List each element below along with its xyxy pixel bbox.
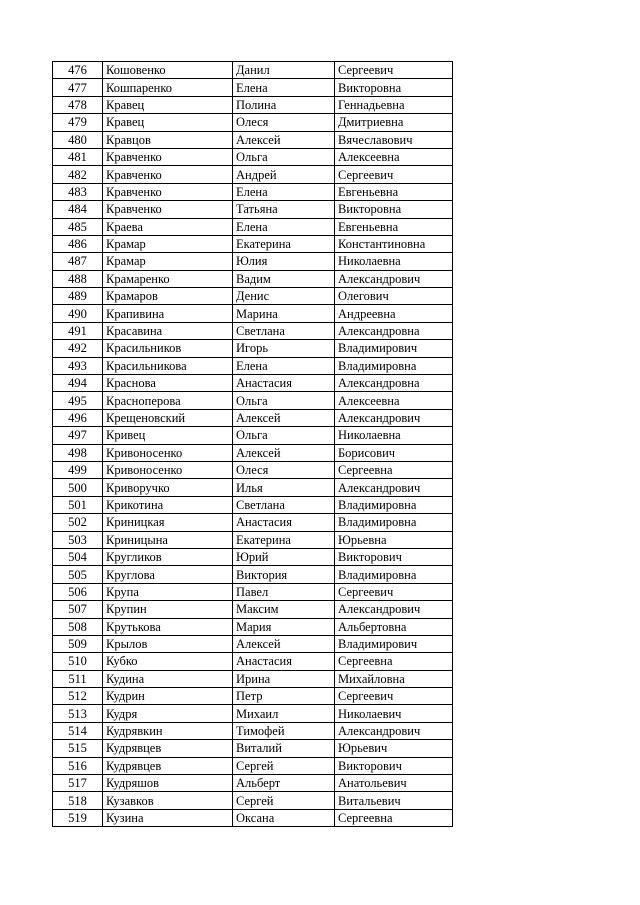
- first-name-cell: Олеся: [233, 461, 335, 478]
- row-number: 519: [53, 809, 103, 826]
- surname-cell: Кудрявцев: [103, 757, 233, 774]
- table-row: [53, 479, 453, 496]
- row-number: 477: [53, 79, 103, 96]
- first-name-cell: Марина: [233, 305, 335, 322]
- patronymic-cell: Александрович: [335, 409, 453, 426]
- table-row: [53, 792, 453, 809]
- row-number: 490: [53, 305, 103, 322]
- first-name-cell: Татьяна: [233, 201, 335, 218]
- first-name-cell: Юлия: [233, 253, 335, 270]
- patronymic-cell: Николаевич: [335, 705, 453, 722]
- patronymic-cell: Витальевич: [335, 792, 453, 809]
- row-number: 493: [53, 357, 103, 374]
- table-row: [53, 670, 453, 687]
- patronymic-cell: Михайловна: [335, 670, 453, 687]
- surname-cell: Кудря: [103, 705, 233, 722]
- row-number: 512: [53, 688, 103, 705]
- table-row: [53, 601, 453, 618]
- first-name-cell: Альберт: [233, 775, 335, 792]
- patronymic-cell: Сергеевич: [335, 62, 453, 79]
- first-name-cell: Анастасия: [233, 514, 335, 531]
- table-row: [53, 514, 453, 531]
- row-number: 485: [53, 218, 103, 235]
- surname-cell: Кравцов: [103, 131, 233, 148]
- first-name-cell: Екатерина: [233, 235, 335, 252]
- first-name-cell: Игорь: [233, 340, 335, 357]
- first-name-cell: Илья: [233, 479, 335, 496]
- surname-cell: Крылов: [103, 635, 233, 652]
- row-number: 491: [53, 322, 103, 339]
- table-row: [53, 305, 453, 322]
- patronymic-cell: Геннадьевна: [335, 96, 453, 113]
- patronymic-cell: Сергеевич: [335, 583, 453, 600]
- surname-cell: Кудина: [103, 670, 233, 687]
- surname-cell: Кошпаренко: [103, 79, 233, 96]
- patronymic-cell: Дмитриевна: [335, 114, 453, 131]
- surname-cell: Кравченко: [103, 183, 233, 200]
- table-row: [53, 496, 453, 513]
- first-name-cell: Алексей: [233, 409, 335, 426]
- row-number: 476: [53, 62, 103, 79]
- row-number: 494: [53, 375, 103, 392]
- patronymic-cell: Викторович: [335, 548, 453, 565]
- table-row: [53, 740, 453, 757]
- first-name-cell: Анастасия: [233, 375, 335, 392]
- surname-cell: Криницкая: [103, 514, 233, 531]
- surname-cell: Кривоносенко: [103, 461, 233, 478]
- table-row: [53, 409, 453, 426]
- first-name-cell: Денис: [233, 288, 335, 305]
- first-name-cell: Елена: [233, 357, 335, 374]
- row-number: 479: [53, 114, 103, 131]
- table-row: [53, 427, 453, 444]
- surname-cell: Крупа: [103, 583, 233, 600]
- surname-cell: Криворучко: [103, 479, 233, 496]
- surname-cell: Кравченко: [103, 148, 233, 165]
- patronymic-cell: Викторовна: [335, 79, 453, 96]
- table-row: [53, 62, 453, 79]
- patronymic-cell: Владимировна: [335, 514, 453, 531]
- table-row: [53, 566, 453, 583]
- table-row: [53, 392, 453, 409]
- row-number: 480: [53, 131, 103, 148]
- first-name-cell: Максим: [233, 601, 335, 618]
- table-row: [53, 688, 453, 705]
- first-name-cell: Юрий: [233, 548, 335, 565]
- patronymic-cell: Сергеевич: [335, 166, 453, 183]
- table-row: [53, 722, 453, 739]
- surname-cell: Крутькова: [103, 618, 233, 635]
- row-number: 499: [53, 461, 103, 478]
- first-name-cell: Виктория: [233, 566, 335, 583]
- table-row: [53, 288, 453, 305]
- row-number: 504: [53, 548, 103, 565]
- table-row: [53, 618, 453, 635]
- patronymic-cell: Алексеевна: [335, 148, 453, 165]
- patronymic-cell: Евгеньевна: [335, 183, 453, 200]
- surname-cell: Кравченко: [103, 201, 233, 218]
- patronymic-cell: Владимировна: [335, 496, 453, 513]
- table-row: [53, 809, 453, 826]
- first-name-cell: Светлана: [233, 496, 335, 513]
- row-number: 489: [53, 288, 103, 305]
- table-row: [53, 357, 453, 374]
- table-row: [53, 583, 453, 600]
- patronymic-cell: Александрович: [335, 270, 453, 287]
- row-number: 510: [53, 653, 103, 670]
- first-name-cell: Михаил: [233, 705, 335, 722]
- patronymic-cell: Борисович: [335, 444, 453, 461]
- surname-cell: Кравченко: [103, 166, 233, 183]
- row-number: 514: [53, 722, 103, 739]
- patronymic-cell: Сергеевич: [335, 688, 453, 705]
- table-row: [53, 461, 453, 478]
- surname-cell: Крещеновский: [103, 409, 233, 426]
- patronymic-cell: Андреевна: [335, 305, 453, 322]
- first-name-cell: Елена: [233, 218, 335, 235]
- first-name-cell: Виталий: [233, 740, 335, 757]
- row-number: 481: [53, 148, 103, 165]
- patronymic-cell: Анатольевич: [335, 775, 453, 792]
- patronymic-cell: Константиновна: [335, 235, 453, 252]
- table-row: [53, 531, 453, 548]
- table-row: [53, 548, 453, 565]
- surname-cell: Красноперова: [103, 392, 233, 409]
- row-number: 484: [53, 201, 103, 218]
- row-number: 497: [53, 427, 103, 444]
- row-number: 503: [53, 531, 103, 548]
- first-name-cell: Сергей: [233, 757, 335, 774]
- surname-cell: Крупин: [103, 601, 233, 618]
- surname-cell: Кругликов: [103, 548, 233, 565]
- first-name-cell: Светлана: [233, 322, 335, 339]
- patronymic-cell: Николаевна: [335, 253, 453, 270]
- name-roster-table: [52, 61, 453, 827]
- row-number: 516: [53, 757, 103, 774]
- table-row: [53, 705, 453, 722]
- row-number: 500: [53, 479, 103, 496]
- surname-cell: Краева: [103, 218, 233, 235]
- row-number: 495: [53, 392, 103, 409]
- table-row: [53, 96, 453, 113]
- patronymic-cell: Владимировна: [335, 357, 453, 374]
- row-number: 513: [53, 705, 103, 722]
- first-name-cell: Ольга: [233, 148, 335, 165]
- surname-cell: Крамар: [103, 253, 233, 270]
- row-number: 487: [53, 253, 103, 270]
- surname-cell: Крамаренко: [103, 270, 233, 287]
- row-number: 515: [53, 740, 103, 757]
- row-number: 482: [53, 166, 103, 183]
- surname-cell: Красильников: [103, 340, 233, 357]
- surname-cell: Кудрявцев: [103, 740, 233, 757]
- table-row: [53, 218, 453, 235]
- table-row: [53, 635, 453, 652]
- patronymic-cell: Сергеевна: [335, 653, 453, 670]
- surname-cell: Кубко: [103, 653, 233, 670]
- patronymic-cell: Александрович: [335, 601, 453, 618]
- roster-body: [53, 62, 453, 827]
- surname-cell: Кравец: [103, 96, 233, 113]
- surname-cell: Криницына: [103, 531, 233, 548]
- first-name-cell: Полина: [233, 96, 335, 113]
- surname-cell: Кривец: [103, 427, 233, 444]
- surname-cell: Крапивина: [103, 305, 233, 322]
- table-row: [53, 201, 453, 218]
- first-name-cell: Алексей: [233, 131, 335, 148]
- table-row: [53, 375, 453, 392]
- patronymic-cell: Юрьевна: [335, 531, 453, 548]
- first-name-cell: Тимофей: [233, 722, 335, 739]
- surname-cell: Красавина: [103, 322, 233, 339]
- patronymic-cell: Владимировна: [335, 566, 453, 583]
- table-row: [53, 183, 453, 200]
- table-row: [53, 322, 453, 339]
- surname-cell: Кузавков: [103, 792, 233, 809]
- row-number: 517: [53, 775, 103, 792]
- surname-cell: Кошовенко: [103, 62, 233, 79]
- patronymic-cell: Александрович: [335, 722, 453, 739]
- surname-cell: Кравец: [103, 114, 233, 131]
- surname-cell: Крамар: [103, 235, 233, 252]
- patronymic-cell: Александровна: [335, 322, 453, 339]
- patronymic-cell: Викторовна: [335, 201, 453, 218]
- patronymic-cell: Алексеевна: [335, 392, 453, 409]
- first-name-cell: Анастасия: [233, 653, 335, 670]
- patronymic-cell: Олегович: [335, 288, 453, 305]
- table-row: [53, 166, 453, 183]
- surname-cell: Кудрявкин: [103, 722, 233, 739]
- first-name-cell: Сергей: [233, 792, 335, 809]
- patronymic-cell: Александровна: [335, 375, 453, 392]
- row-number: 518: [53, 792, 103, 809]
- row-number: 492: [53, 340, 103, 357]
- first-name-cell: Екатерина: [233, 531, 335, 548]
- patronymic-cell: Альбертовна: [335, 618, 453, 635]
- surname-cell: Кудрин: [103, 688, 233, 705]
- table-row: [53, 235, 453, 252]
- row-number: 478: [53, 96, 103, 113]
- patronymic-cell: Владимирович: [335, 635, 453, 652]
- patronymic-cell: Юрьевич: [335, 740, 453, 757]
- patronymic-cell: Сергеевна: [335, 809, 453, 826]
- table-row: [53, 253, 453, 270]
- first-name-cell: Алексей: [233, 444, 335, 461]
- surname-cell: Краснова: [103, 375, 233, 392]
- first-name-cell: Елена: [233, 183, 335, 200]
- first-name-cell: Ольга: [233, 427, 335, 444]
- row-number: 498: [53, 444, 103, 461]
- first-name-cell: Вадим: [233, 270, 335, 287]
- row-number: 502: [53, 514, 103, 531]
- first-name-cell: Петр: [233, 688, 335, 705]
- row-number: 509: [53, 635, 103, 652]
- row-number: 488: [53, 270, 103, 287]
- surname-cell: Крамаров: [103, 288, 233, 305]
- row-number: 505: [53, 566, 103, 583]
- row-number: 506: [53, 583, 103, 600]
- first-name-cell: Павел: [233, 583, 335, 600]
- row-number: 511: [53, 670, 103, 687]
- first-name-cell: Алексей: [233, 635, 335, 652]
- row-number: 507: [53, 601, 103, 618]
- table-row: [53, 114, 453, 131]
- table-row: [53, 131, 453, 148]
- surname-cell: Крикотина: [103, 496, 233, 513]
- row-number: 483: [53, 183, 103, 200]
- table-row: [53, 444, 453, 461]
- patronymic-cell: Владимирович: [335, 340, 453, 357]
- first-name-cell: Елена: [233, 79, 335, 96]
- table-row: [53, 270, 453, 287]
- row-number: 496: [53, 409, 103, 426]
- row-number: 486: [53, 235, 103, 252]
- table-row: [53, 340, 453, 357]
- patronymic-cell: Сергеевна: [335, 461, 453, 478]
- first-name-cell: Данил: [233, 62, 335, 79]
- row-number: 508: [53, 618, 103, 635]
- surname-cell: Круглова: [103, 566, 233, 583]
- table-row: [53, 79, 453, 96]
- row-number: 501: [53, 496, 103, 513]
- table-row: [53, 775, 453, 792]
- surname-cell: Кривоносенко: [103, 444, 233, 461]
- patronymic-cell: Викторович: [335, 757, 453, 774]
- surname-cell: Кузина: [103, 809, 233, 826]
- table-row: [53, 148, 453, 165]
- first-name-cell: Оксана: [233, 809, 335, 826]
- patronymic-cell: Вячеславович: [335, 131, 453, 148]
- first-name-cell: Андрей: [233, 166, 335, 183]
- first-name-cell: Ирина: [233, 670, 335, 687]
- first-name-cell: Олеся: [233, 114, 335, 131]
- patronymic-cell: Николаевна: [335, 427, 453, 444]
- first-name-cell: Мария: [233, 618, 335, 635]
- patronymic-cell: Александрович: [335, 479, 453, 496]
- patronymic-cell: Евгеньевна: [335, 218, 453, 235]
- first-name-cell: Ольга: [233, 392, 335, 409]
- table-row: [53, 757, 453, 774]
- table-row: [53, 653, 453, 670]
- surname-cell: Красильникова: [103, 357, 233, 374]
- surname-cell: Кудряшов: [103, 775, 233, 792]
